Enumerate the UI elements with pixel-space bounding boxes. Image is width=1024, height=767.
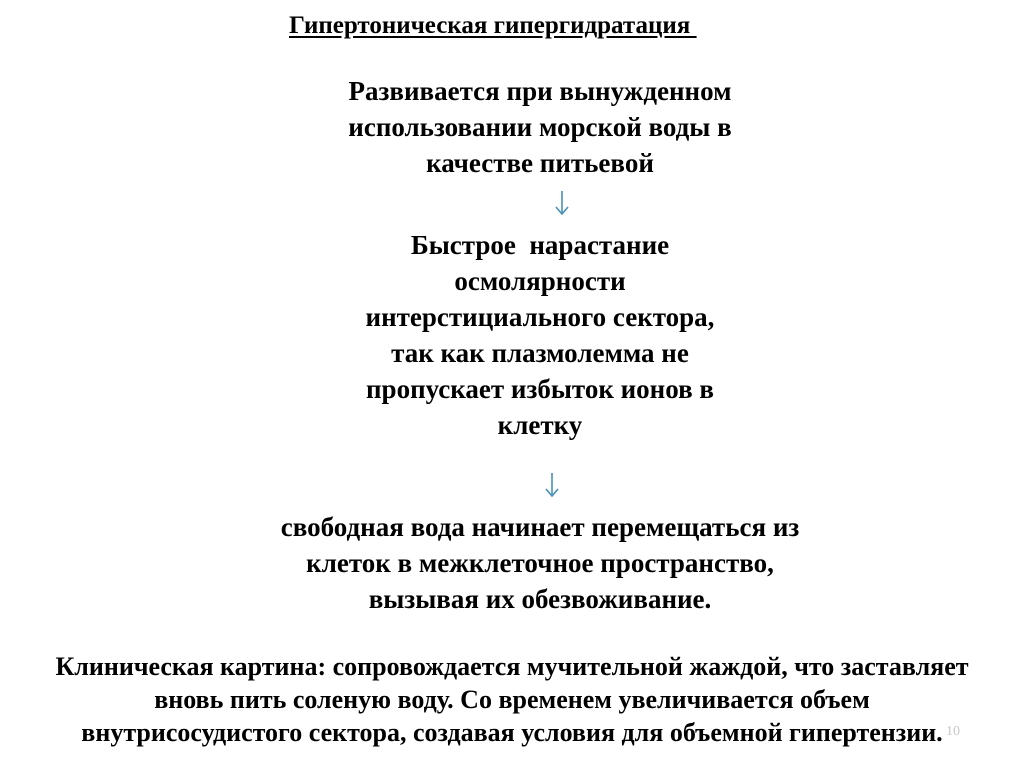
text-line: Развивается при вынужденном bbox=[348, 76, 732, 106]
cause-text-block bbox=[250, 73, 830, 181]
slide-title: Гипертоническая гипергидратация bbox=[289, 12, 697, 39]
text-line: клеток в межклеточное пространство, bbox=[306, 548, 774, 578]
text-line: так как плазмолемма не bbox=[391, 338, 689, 368]
text-line: использовании морской воды в bbox=[348, 112, 732, 142]
consequence-text-block bbox=[140, 509, 940, 617]
text-line: свободная вода начинает перемещаться из bbox=[280, 512, 800, 542]
arrow-down-icon bbox=[554, 190, 570, 216]
text-line: Клиническая картина: сопровождается мучительной жаждой, что заставляет bbox=[55, 652, 969, 681]
text-line: осмолярности bbox=[454, 266, 626, 296]
page-number: 10 bbox=[946, 724, 960, 739]
text-line: вновь пить соленую воду. Со временем увеличивается объем bbox=[154, 685, 870, 714]
text-line: вызывая их обезвоживание. bbox=[368, 584, 712, 614]
mechanism-text-block bbox=[250, 227, 830, 443]
text-line: интерстициального сектора, bbox=[365, 302, 715, 332]
text-line: пропускает избыток ионов в bbox=[366, 374, 714, 404]
clinical-picture-text bbox=[0, 650, 1024, 749]
text-line: Быстрое нарастание bbox=[410, 230, 670, 260]
text-line: качестве питьевой bbox=[426, 148, 654, 178]
arrow-down-icon bbox=[544, 472, 560, 498]
text-line: клетку bbox=[497, 410, 583, 440]
text-line: внутрисосудистого сектора, создавая условия для объемной гипертензии. bbox=[81, 718, 943, 747]
